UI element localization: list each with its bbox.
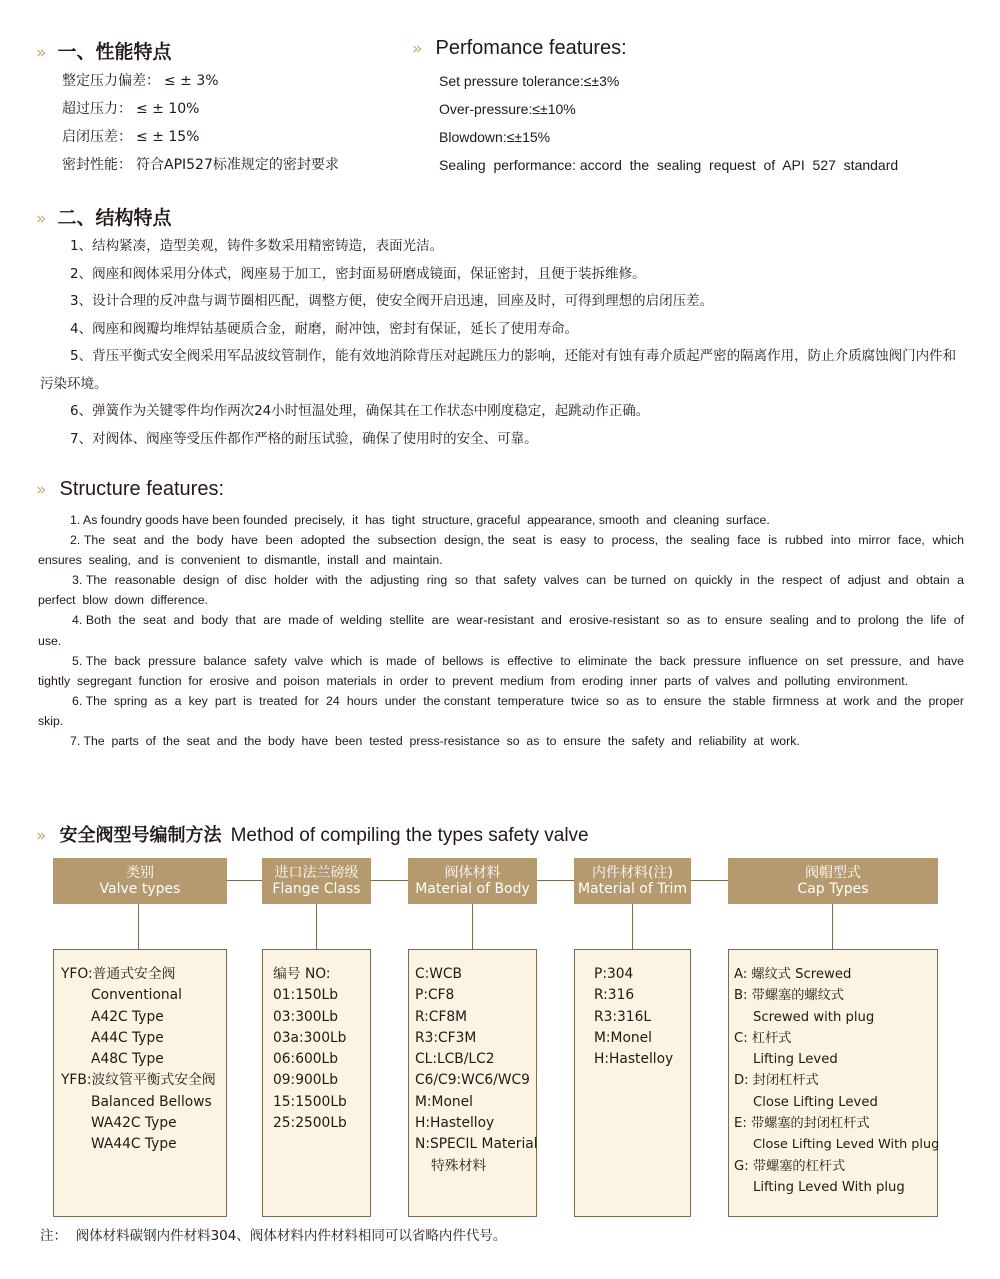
list-item: Blowdown:≤±15%	[439, 129, 551, 145]
method-section	[36, 821, 589, 847]
list-item: 特殊材料	[431, 1157, 487, 1174]
list-item: Conventional	[91, 987, 182, 1004]
list-item: 7. The parts of the seat and the body have been tested press-resistance so as to ensure the safety and reliability at work.	[70, 734, 800, 749]
method-title-en: Method of compiling the types safety valve	[230, 825, 589, 846]
perf-cn-list	[62, 67, 339, 179]
list-item: B: 带螺塞的螺纹式	[734, 988, 844, 1004]
list-item: 编号 NO:	[273, 966, 331, 982]
section-title: 一、性能特点	[57, 41, 172, 63]
list-item: 1、结构紧凑，造型美观，铸件多数采用精密铸造，表面光洁。	[70, 238, 444, 254]
list-item: Sealing performance: accord the sealing request of API 527 standard	[439, 157, 899, 173]
header-material-trim: 内件材料(注) Material of Trim	[574, 858, 691, 904]
list-item: A42C Type	[91, 1008, 164, 1025]
list-item: 09:900Lb	[273, 1072, 338, 1089]
header-valve-types: 类别 Valve types	[53, 858, 227, 904]
chevron-right-icon: »	[36, 480, 45, 500]
list-item: 5. The back pressure balance safety valve which is made of bellows is effective to eliminate the back pressure influence on set pressure, and have tightly segregant function for erosive and poison materials in order to prevent medium from eroding inner parts of valves and polluting environment.	[38, 653, 971, 688]
list-item: 7、对阀体、阀座等受压件都作严格的耐压试验，确保了使用时的安全、可靠。	[70, 430, 538, 447]
list-item: 超过压力： ≤ ± 10%	[62, 101, 200, 117]
list-item: 6. The spring as a key part is treated for 24 hours under the constant temperature twice so as to ensure the stable firmness at work and the proper skip.	[38, 693, 971, 728]
list-item: YFO:普通式安全阀	[61, 966, 176, 982]
connector-line	[227, 880, 262, 881]
list-item: H:Hastelloy	[594, 1051, 674, 1068]
list-item: Screwed with plug	[753, 1009, 875, 1025]
list-item: M:Monel	[594, 1029, 652, 1046]
list-item: 06:600Lb	[273, 1051, 338, 1068]
section-title: Perfomance features:	[435, 37, 627, 59]
list-item: 1. As foundry goods have been founded precisely, it has tight structure, graceful appearance, smooth and cleaning surface.	[70, 513, 770, 527]
list-item: D: 封闭杠杆式	[734, 1073, 819, 1089]
list-item: 5、背压平衡式安全阀采用军品波纹管制作，能有效地消除背压对起跳压力的影响，还能对有蚀有毒介质起严密的隔离作用，防止介质腐蚀阀门内件和污染环境。	[40, 348, 957, 392]
method-title-cn: 安全阀型号编制方法	[59, 825, 222, 846]
list-item: CL:LCB/LC2	[415, 1051, 495, 1068]
perf-cn-section	[36, 37, 172, 64]
list-item: C: 杠杆式	[734, 1030, 792, 1046]
list-item: N:SPECIL Material	[415, 1136, 538, 1153]
connector-line	[632, 904, 633, 949]
connector-line	[371, 880, 408, 881]
section-title: 二、结构特点	[57, 207, 172, 229]
list-item: Close Lifting Leved	[753, 1094, 878, 1110]
list-item: 03:300Lb	[273, 1008, 338, 1025]
list-item: Close Lifting Leved With plug	[753, 1137, 940, 1153]
connector-line	[316, 904, 317, 949]
connector-line	[472, 904, 473, 949]
list-item: 2、阀座和阀体采用分体式，阀座易于加工，密封面易研磨成镜面，保证密封，且便于装拆维修。	[70, 265, 646, 282]
list-item: E: 带螺塞的封闭杠杆式	[734, 1116, 870, 1132]
list-item: 15:1500Lb	[273, 1093, 347, 1110]
list-item: 6、弹簧作为关键零件均作两次24小时恒温处理，确保其在工作状态中刚度稳定，起跳动作正确。	[70, 403, 650, 419]
list-item: WA44C Type	[91, 1136, 177, 1153]
cap-types-box	[728, 949, 938, 1217]
list-item: 3. The reasonable design of disc holder with the adjusting ring so that safety valves can be turned on quickly in the respect of adjust and obtain a perfect blow down difference.	[38, 573, 971, 608]
list-item: C6/C9:WC6/WC9	[415, 1072, 530, 1089]
list-item: 25:2500Lb	[273, 1115, 347, 1132]
perf-en-list	[439, 67, 939, 179]
perf-en-section	[412, 37, 627, 60]
list-item: A: 螺纹式 Screwed	[734, 967, 852, 982]
list-item: 4. Both the seat and body that are made of welding stellite are wear-resistant and erosive-resistant so as to ensure sealing and to prolong the life of use.	[38, 613, 971, 648]
list-item: 启闭压差： ≤ ± 15%	[62, 129, 200, 145]
list-item: R3:316L	[594, 1008, 652, 1025]
struct-cn-section	[36, 203, 172, 230]
list-item: G: 带螺塞的杠杆式	[734, 1158, 846, 1174]
list-item: A44C Type	[91, 1029, 164, 1046]
connector-line	[537, 880, 574, 881]
list-item: H:Hastelloy	[415, 1115, 495, 1132]
footnote: 注： 阀体材料碳钢内件材料304、阀体材料内件材料相同可以省略内件代号。	[40, 1228, 507, 1244]
body-material-box	[408, 949, 537, 1217]
list-item: Lifting Leved	[753, 1052, 838, 1068]
struct-cn-list	[40, 233, 962, 453]
chevron-right-icon: »	[412, 39, 421, 59]
list-item: 整定压力偏差： ≤ ± 3%	[62, 73, 219, 89]
list-item: R:316	[594, 987, 635, 1004]
list-item: YFB:波纹管平衡式安全阀	[61, 1072, 216, 1089]
list-item: M:Monel	[415, 1093, 473, 1110]
list-item: Over-pressure:≤±10%	[439, 101, 576, 117]
list-item: R:CF8M	[415, 1008, 468, 1025]
chevron-right-icon: »	[36, 209, 45, 229]
list-item: 01:150Lb	[273, 987, 338, 1004]
list-item: 密封性能： 符合API527标准规定的密封要求	[62, 157, 339, 173]
list-item: Balanced Bellows	[91, 1093, 212, 1110]
list-item: 4、阀座和阀瓣均堆焊钴基硬质合金，耐磨，耐冲蚀，密封有保证，延长了使用寿命。	[70, 320, 579, 337]
list-item: Set pressure tolerance:≤±3%	[439, 73, 620, 89]
struct-en-section	[36, 478, 224, 501]
connector-line	[691, 880, 728, 881]
header-cap-types: 阀帽型式 Cap Types	[728, 858, 938, 904]
connector-line	[832, 904, 833, 949]
flange-class-box	[262, 949, 371, 1217]
list-item: 3、设计合理的反冲盘与调节圈相匹配，调整方便，使安全阀开启迅速，回座及时，可得到理想的启闭压差。	[70, 293, 714, 309]
section-title: Structure features:	[59, 478, 225, 500]
list-item: P:304	[594, 966, 634, 982]
chevron-right-icon: »	[36, 43, 45, 63]
list-item: WA42C Type	[91, 1115, 177, 1132]
list-item: P:CF8	[415, 987, 455, 1004]
trim-material-box	[574, 949, 691, 1217]
list-item: C:WCB	[415, 966, 463, 982]
list-item: R3:CF3M	[415, 1029, 477, 1046]
struct-en-list	[38, 510, 971, 751]
chevron-right-icon: »	[36, 826, 45, 846]
list-item: Lifting Leved With plug	[753, 1179, 905, 1195]
valve-types-box	[53, 949, 227, 1217]
list-item: 2. The seat and the body have been adopted the subsection design, the seat is easy to process, the sealing face is rubbed into mirror face, which ensures sealing, and is convenient to dismantle, install and maintain.	[38, 533, 971, 568]
header-material-body: 阀体材料 Material of Body	[408, 858, 537, 904]
list-item: 03a:300Lb	[273, 1029, 347, 1046]
connector-line	[138, 904, 139, 949]
header-flange-class: 进口法兰磅级 Flange Class	[262, 858, 371, 904]
list-item: A48C Type	[91, 1051, 164, 1068]
